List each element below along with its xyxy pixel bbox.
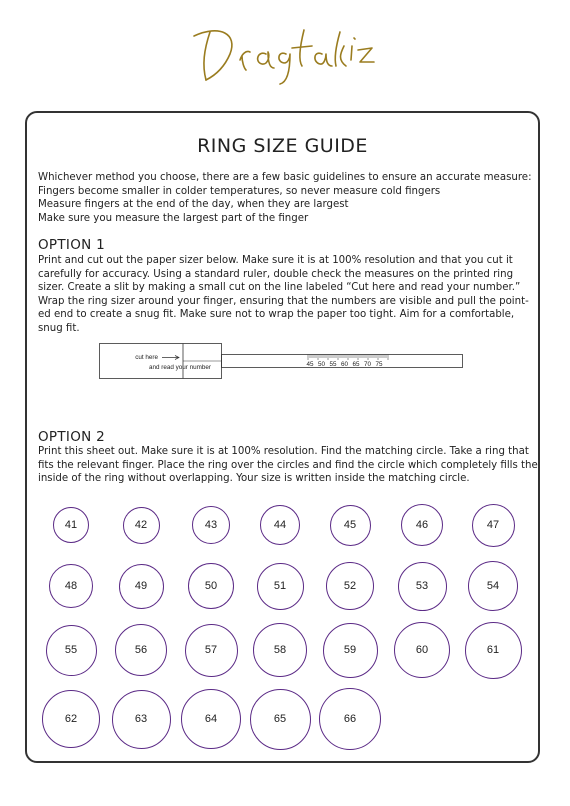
option2-text: Print this sheet out. Make sure it is at 100% resolution. Find the matching circle. Take a ring that fits the relevant finger. Place the ring over the circles and find the circle which completely fills the inside of the ring without overlapping. Your size is written inside the matching circle.: [38, 446, 538, 484]
guidelines: [38, 171, 538, 225]
size-circle: 58: [253, 623, 307, 677]
size-circle: 48: [49, 564, 93, 608]
scale-label: 55: [329, 361, 337, 368]
size-circle: 42: [123, 507, 160, 544]
arrow-icon: [162, 356, 179, 360]
size-circle: 56: [115, 624, 167, 676]
read-number-label: and read your number: [149, 364, 211, 371]
size-circle: 54: [468, 561, 518, 611]
size-circle: 60: [394, 622, 450, 678]
size-circle: 61: [465, 622, 522, 679]
size-circle: 50: [188, 563, 234, 609]
option1-heading: OPTION 1: [38, 237, 105, 253]
size-circle: 52: [326, 562, 374, 610]
sizer-scale-ticks: [308, 355, 388, 361]
size-circle: 66: [319, 688, 381, 750]
size-circle: 46: [401, 504, 443, 546]
size-circle: 47: [472, 504, 515, 547]
size-circle: 45: [330, 505, 371, 546]
size-circle: 62: [42, 690, 100, 748]
size-circle: 63: [112, 690, 171, 749]
paper-ring-sizer: [99, 343, 463, 379]
size-circle: 43: [192, 506, 230, 544]
size-circle: 65: [250, 689, 311, 750]
scale-label: 50: [317, 361, 326, 368]
cut-here-label: cut here: [135, 354, 158, 361]
guideline-item: Measure fingers at the end of the day, when they are largest: [38, 199, 349, 210]
scale-label: 60: [340, 361, 349, 368]
sizer-scale-labels: [306, 361, 383, 368]
guideline-item: Make sure you measure the largest part of the finger: [38, 212, 309, 224]
scale-label: 65: [352, 361, 360, 368]
scale-label: 75: [375, 361, 383, 368]
option2-heading: OPTION 2: [38, 429, 105, 445]
option1-text: Print and cut out the paper sizer below. Make sure it is at 100% resolution and that you cut it carefully for accuracy. Using a standard ruler, double check the measures on the printed ring sizer. Create a slit by making a small cut on the line labeled “Cut here and read your number.” Wrap the ring sizer around your finger, ensuring that the numbers are visible and pull the point-ed end to create a snug fit. Make sure not to wrap the paper too tight. Aim for a comfortable, snug fit.: [38, 255, 529, 334]
brand-logo: [180, 10, 380, 90]
size-circle: 53: [398, 562, 447, 611]
size-circle: 64: [181, 689, 241, 749]
size-circle: 55: [46, 625, 97, 676]
scale-label: 45: [306, 361, 314, 368]
ring-size-guide-card: [25, 111, 540, 763]
page-title: RING SIZE GUIDE: [197, 135, 368, 157]
scale-label: 70: [363, 361, 372, 368]
size-circle: 44: [260, 505, 300, 545]
size-circle: 57: [185, 624, 238, 677]
size-circle: 49: [119, 564, 164, 609]
size-circle: 59: [323, 623, 378, 678]
guidelines-intro: Whichever method you choose, there are a few basic guidelines to ensure an accurate measure:: [38, 172, 532, 183]
size-circle: 41: [53, 507, 89, 543]
guideline-item: Fingers become smaller in colder temperatures, so never measure cold fingers: [38, 185, 441, 197]
size-circle: 51: [257, 563, 304, 610]
